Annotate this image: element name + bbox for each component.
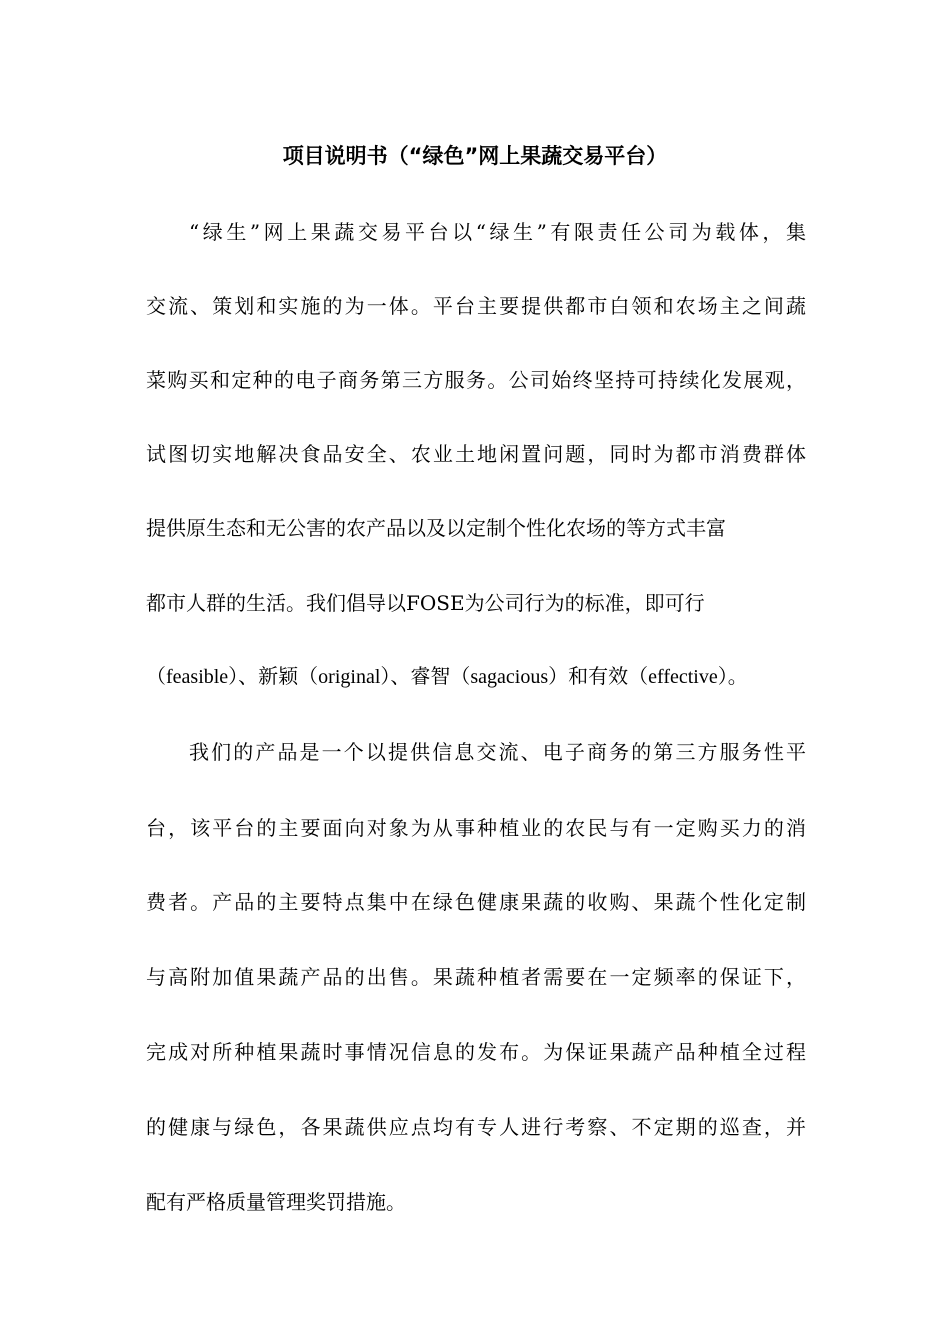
paragraph-line: 与高附加值果蔬产品的出售。果蔬种植者需要在一定频率的保证下， xyxy=(146,965,806,989)
document-title: 项目说明书（“绿色”网上果蔬交易平台） xyxy=(282,144,668,168)
paragraph-line: 交流、策划和实施的为一体。平台主要提供都市白领和农场主之间蔬 xyxy=(146,294,806,318)
paragraph-line: 费者。产品的主要特点集中在绿色健康果蔬的收购、果蔬个性化定制 xyxy=(146,890,806,914)
paragraph-line: 菜购买和定种的电子商务第三方服务。公司始终坚持可持续化发展观， xyxy=(146,368,806,392)
paragraph-line: 的健康与绿色，各果蔬供应点均有专人进行考察、不定期的巡查，并 xyxy=(146,1115,806,1139)
paragraph-line: （feasible）、新颖（original）、睿智（sagacious）和有效（effective）。 xyxy=(146,666,748,688)
paragraph-line: 我们的产品是一个以提供信息交流、电子商务的第三方服务性平 xyxy=(189,740,806,764)
paragraph-line: 台，该平台的主要面向对象为从事种植业的农民与有一定购买力的消 xyxy=(146,816,806,840)
paragraph-line: 完成对所种植果蔬时事情况信息的发布。为保证果蔬产品种植全过程 xyxy=(146,1040,806,1064)
paragraph-line: 提供原生态和无公害的农产品以及以定制个性化农场的等方式丰富 xyxy=(146,516,726,540)
paragraph-line: 试图切实地解决食品安全、农业土地闲置问题，同时为都市消费群体 xyxy=(146,442,806,466)
paragraph-line: 配有严格质量管理奖罚措施。 xyxy=(146,1190,406,1214)
paragraph-line: 都市人群的生活。我们倡导以FOSE为公司行为的标准，即可行 xyxy=(146,591,705,615)
paragraph-line: “绿生”网上果蔬交易平台以“绿生”有限责任公司为载体，集 xyxy=(189,220,806,244)
